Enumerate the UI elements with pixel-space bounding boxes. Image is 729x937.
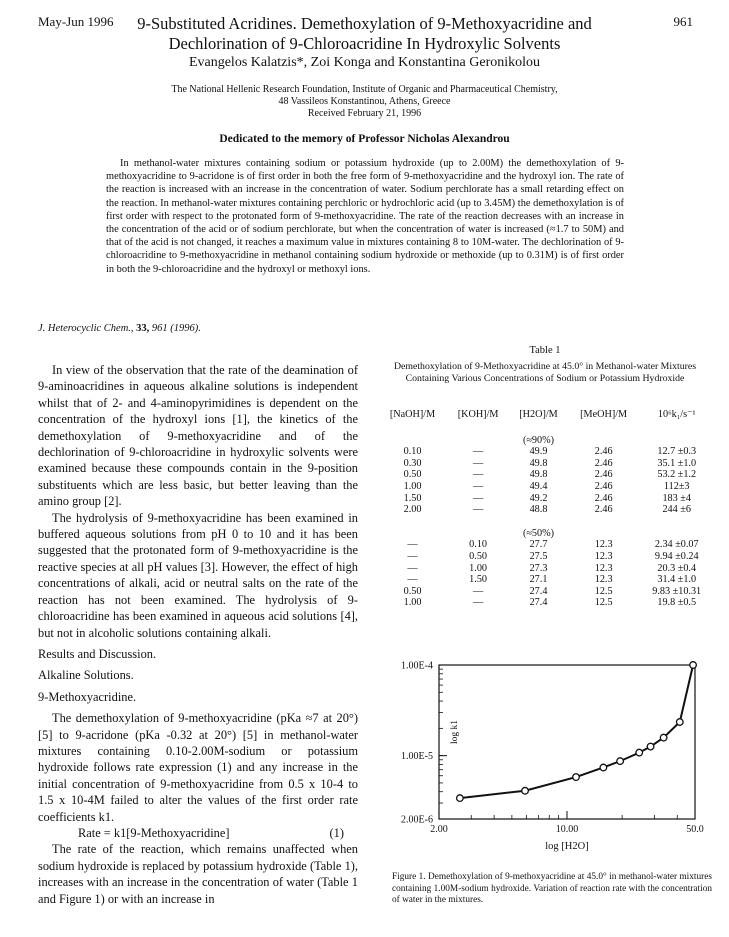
body-paragraph: The demethoxylation of 9-methoxyacridine (pKa ≈7 at 20°) [5] to 9-acridone (pKa -0.32 at 20°) [5] in methanol-water mixtures containing 0.10-2.00M-sodium or potassium hydroxide follows rate expression (1) and any increase in the initial concentration of 9-methoxyacridine from 0.5 x 10-4 to 1.5 x 10-4M failed to alter the values of the first order rate coefficients k1.	[38, 711, 358, 824]
table-header-row	[378, 409, 714, 433]
affiliation	[0, 84, 729, 120]
header-koh: [KOH]/M	[457, 409, 499, 420]
citation-rest: 961 (1996).	[151, 323, 201, 334]
table-row: 0.50 — 49.8 2.46 53.2 ±1.2	[403, 469, 697, 481]
table-row: 1.50 — 49.2 2.46 183 ±4	[403, 492, 691, 504]
issue-date: May-Jun 1996	[38, 14, 114, 29]
y-tick-label: 1.00E-5	[401, 751, 433, 763]
x-axis-label: log [H2O]	[545, 841, 589, 852]
table-row: 1.00 — 27.4 12.5 19.8 ±0.5	[403, 597, 697, 609]
received-date: Received February 21, 1996	[307, 108, 422, 119]
x-tick-label: 50.0	[686, 824, 704, 835]
data-point	[457, 795, 464, 802]
table-row: — 0.50 27.5 12.3 9.94 ±0.24	[407, 550, 699, 562]
table-row: 2.00 — 48.8 2.46 244 ±6	[403, 504, 691, 516]
rate-table	[378, 409, 714, 609]
rate-equation	[38, 825, 358, 841]
table-row: — 1.50 27.1 12.3 31.4 ±1.0	[407, 574, 697, 586]
data-point	[617, 758, 624, 765]
x-tick-label: 2.00	[430, 824, 448, 835]
table-row: 1.00 — 49.4 2.46 112±3	[403, 480, 690, 492]
title-line-2: Dechlorination of 9-Chloroacridine In Hydroxylic Solvents	[168, 34, 561, 53]
data-point	[636, 749, 643, 756]
body-left-column	[38, 362, 358, 907]
header-methanol: [MeOH]/M	[580, 409, 628, 420]
affiliation-line-2: 48 Vassileos Konstantinou, Athens, Greece	[278, 96, 451, 107]
table-row: — 1.00 27.3 12.3 20.3 ±0.4	[407, 562, 697, 574]
page-number: 961	[673, 14, 693, 29]
table-row: 0.50 — 27.4 12.5 9.83 ±10.31	[403, 585, 702, 597]
body-paragraph: The hydrolysis of 9-methoxyacridine has been examined in buffered aqueous solutions from pH 0 to 10 and it has been suggested that the protonated form of 9-methoxyacridine is the reactive species at all pH values [3]. However, the effect of high concentrations of alkali, acid or neutral salts on the rate of the reaction has not been examined. The hydrolysis of 9-chloroacridine has been examined in aqueous acid solutions [4], but not in alcoholic solutions containing alkali.	[38, 510, 358, 640]
data-point	[600, 764, 607, 771]
data-point	[690, 662, 697, 669]
authors: Evangelos Kalatzis*, Zoi Konga and Konstantina Geronikolou	[188, 55, 541, 70]
subsection-heading: Alkaline Solutions.	[38, 668, 134, 683]
section-heading: Results and Discussion.	[38, 646, 157, 661]
citation-volume: 33,	[136, 323, 150, 334]
header-rate-constant: 10⁶k₁/s⁻¹	[657, 409, 696, 420]
header-water: [H2O]/M	[519, 409, 558, 420]
table-row: 0.30 — 49.8 2.46 35.1 ±1.0	[403, 457, 697, 469]
body-paragraph: In view of the observation that the rate of the deamination of 9-aminoacridines in aqueous alkaline solutions is independent whilst that of 2- and 4-aminopyrimidines is dependent on the concentration of the hydroxyl ions [1], the kinetics of the demethoxylation of 9-methoxyacridine and of the dechlorination of 9-chloroacridine in hydroxylic solvents were examined because these compounds contain in the 9-position substituents which are less basic, but better leaving than the amino group [2].	[38, 363, 358, 509]
table-row: 0.10 — 49.9 2.46 12.7 ±0.3	[403, 446, 697, 458]
figure-1-chart	[376, 652, 712, 856]
table-row: — 0.10 27.7 12.3 2.34 ±0.07	[407, 539, 699, 551]
data-point	[573, 774, 580, 781]
data-point	[676, 719, 683, 726]
body-paragraph: The rate of the reaction, which remains unaffected when sodium hydroxide is replaced by potassium hydroxide (Table 1), increases with an increase in the concentration of water (Table 1 and Figure 1) or with an increase in	[38, 842, 358, 906]
x-tick-label: 10.00	[555, 824, 579, 835]
data-point	[660, 734, 667, 741]
group-label-row	[378, 526, 714, 540]
equation-number: (1)	[329, 825, 344, 840]
group-label: (≈50%)	[522, 527, 555, 539]
dedication: Dedicated to the memory of Professor Nicholas Alexandrou	[219, 133, 510, 145]
citation	[38, 323, 201, 334]
group-label-row	[378, 433, 714, 447]
abstract-text: In methanol-water mixtures containing sodium or potassium hydroxide (up to 2.00M) the demethoxylation of 9-methoxyacridine to 9-acridone is of first order in both the free form of 9-methoxyacridine and the hydroxyl ion. The rate of the reaction is increased with an increase in the concentration of water. Sodium perchlorate has a small retarding effect on the reaction. In methanol-water mixtures containing perchloric or hydrochloric acid (up to 3.45M) the demethoxylation is of first order with respect to the protonated form of 9-methoxyacridine. The rate of the reaction decreases with an increase in the concentration of the acid or of sodium perchlorate, but when the concentration of water is increased (≈1.7 to 50M) and that of the acid is not changed, it reaches a maximum value in mixtures containing 8 to 10M-water. The dechlorination of 9-chloroacridine to 9-methoxyacridine in methanol containing sodium hydroxide or methoxide (up to 0.31M) is of first order in both the 9-chloroacridine and the hydroxyl or methoxyl ions.	[106, 158, 624, 275]
y-tick-label: 1.00E-4	[401, 660, 433, 672]
table-label: Table 1	[529, 345, 561, 356]
affiliation-line-1: The National Hellenic Research Foundation, Institute of Organic and Pharmaceutical Chemistry,	[171, 84, 558, 95]
y-axis-label: log k1	[450, 719, 460, 745]
figure-caption: Figure 1. Demethoxylation of 9-methoxyacridine at 45.0° in methanol-water mixtures containing 1.00M-sodium hydroxide. Variation of reaction rate with the concentration of water in the mixtures.	[392, 872, 712, 906]
header-naoh: [NaOH]/M	[389, 409, 436, 420]
title-line-1: 9-Substituted Acridines. Demethoxylation of 9-Methoxyacridine and	[137, 14, 592, 33]
data-point	[647, 743, 654, 750]
subsubsection-heading: 9-Methoxyacridine.	[38, 689, 137, 704]
data-point	[522, 787, 529, 794]
abstract	[106, 157, 624, 276]
table-spacer	[378, 516, 714, 526]
citation-journal: J. Heterocyclic Chem.,	[38, 323, 134, 334]
equation-text: Rate = k1[9-Methoxyacridine]	[78, 825, 230, 840]
article-title	[0, 14, 729, 54]
y-tick-label: 2.00E-6	[401, 814, 433, 826]
group-label: (≈90%)	[522, 434, 555, 446]
table-caption: Demethoxylation of 9-Methoxyacridine at 45.0° in Methanol-water Mixtures Containing Various Concentrations of Sodium or Potassium Hydroxide	[393, 361, 697, 384]
